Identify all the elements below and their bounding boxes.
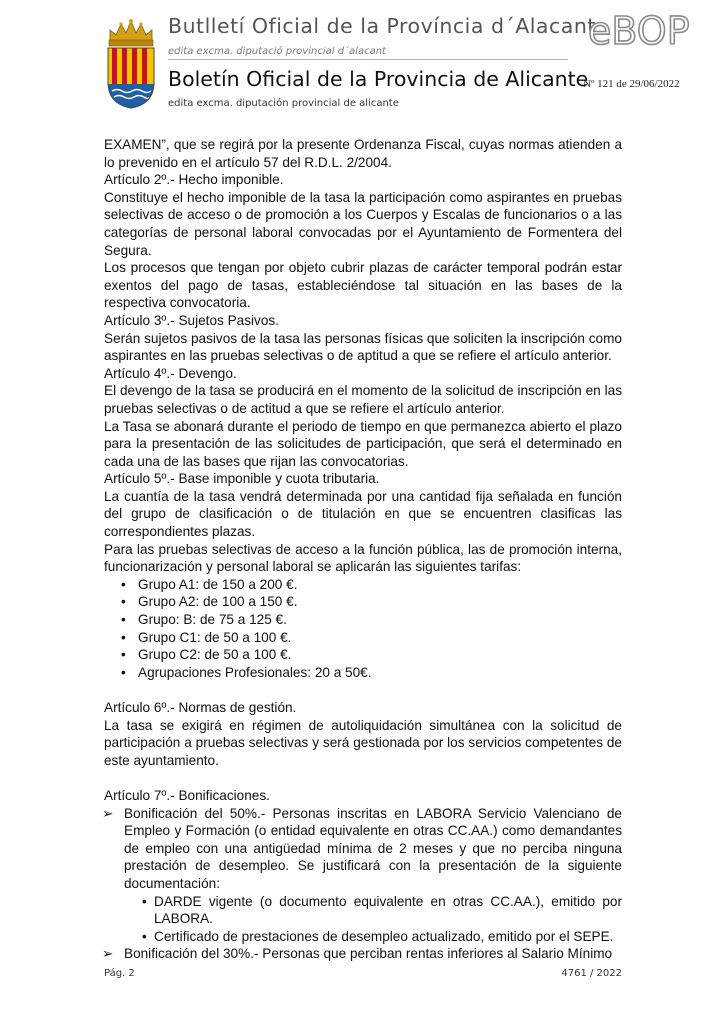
list-item: • Grupo C1: de 50 a 100 €. bbox=[138, 629, 622, 647]
bulletin-title-spanish: Boletín Oficial de la Provincia de Alicante bbox=[168, 67, 589, 91]
page-header bbox=[0, 0, 724, 125]
bonus-50-text: Bonificación del 50%.- Personas inscritas en LABORA Servicio Valenciano de Empleo y Formación (o entidad equivalente en otras CC.AA.) como demandantes de empleo con una antigüedad mínima de 2 meses y que no perciba ninguna prestación de desempleo. Se justificará con la presentación de la siguiente documentación: bbox=[124, 805, 622, 891]
document-body bbox=[104, 136, 622, 963]
list-item bbox=[104, 805, 622, 946]
paragraph: La tasa se exigirá en régimen de autoliquidación simultánea con la solicitud de participación a pruebas selectivas y será gestionada por los servicios competentes de este ayuntamiento. bbox=[104, 717, 622, 768]
ebop-logo-text: eBOP bbox=[588, 9, 690, 52]
page-number: Pág. 2 bbox=[104, 968, 135, 979]
paragraph: Para las pruebas selectivas de acceso a la función pública, las de promoción interna, funcionarización y personal laboral se aplicarán las siguientes tarifas: bbox=[104, 541, 622, 575]
fee-list bbox=[104, 576, 622, 682]
article-2-heading: Artículo 2º.- Hecho imponible. bbox=[104, 172, 284, 188]
list-item: • DARDE vigente (o documento equivalente en otras CC.AA.), emitido por LABORA. bbox=[154, 893, 622, 928]
header-divider bbox=[168, 59, 568, 60]
paragraph: La cuantía de la tasa vendrá determinada por una cantidad fija señalada en función del grupo de clasificación o de titulación en que se encuentren clasificas las correspondientes plazas. bbox=[104, 488, 622, 540]
list-item: • Grupo C2: de 50 a 100 €. bbox=[138, 646, 622, 664]
list-item: • Grupo: B: de 75 a 125 €. bbox=[138, 611, 622, 629]
paragraph: La Tasa se abonará durante el periodo de tiempo en que permanezca abierto el plazo para la presentación de las solicitudes de participación, que será el determinado en cada una de las bases que rijan las convocatorias. bbox=[104, 418, 622, 469]
list-item: • Certificado de prestaciones de desempleo actualizado, emitido por el SEPE. bbox=[154, 928, 622, 946]
article-3-heading: Artículo 3º.- Sujetos Pasivos. bbox=[104, 312, 279, 328]
document-reference: 4761 / 2022 bbox=[561, 968, 622, 979]
document-list bbox=[124, 893, 622, 946]
arrow-bullet-icon: ➢ bbox=[102, 805, 114, 821]
issue-number-date: Nº 121 de 29/06/2022 bbox=[583, 78, 680, 90]
paragraph: EXAMEN”, que se regirá por la presente Ordenanza Fiscal, cuyas normas atienden a lo prevenido en el artículo 57 del R.D.L. 2/2004. bbox=[104, 137, 622, 170]
bonus-30-text: Bonificación del 30%.- Personas que perciban rentas inferiores al Salario Mínimo bbox=[124, 946, 613, 962]
coat-of-arms-icon bbox=[104, 18, 158, 110]
spacer bbox=[104, 681, 622, 699]
paragraph: Los procesos que tengan por objeto cubrir plazas de carácter temporal podrán estar exentos del pago de tasas, estableciéndose tal situación en las bases de la respectiva convocatoria. bbox=[104, 260, 622, 311]
publisher-spanish: edita excma. diputación provincial de alicante bbox=[168, 98, 399, 109]
ebop-logo bbox=[586, 8, 698, 52]
paragraph: Constituye el hecho imponible de la tasa la participación como aspirantes en pruebas selectivas de acceso o de promoción a los Cuerpos y Escalas de funcionarios o a las categorías de personal laboral convocadas por el Ayuntamiento de Formentera del Segura. bbox=[104, 189, 622, 258]
paragraph: El devengo de la tasa se producirá en el momento de la solicitud de inscripción en las pruebas selectivas o de actitud a que se refiere el artículo anterior. bbox=[104, 383, 622, 416]
paragraph: Serán sujetos pasivos de la tasa las personas físicas que soliciten la inscripción como aspirantes en las pruebas selectivas o de aptitud a que se refiere el artículo anterior. bbox=[104, 330, 622, 364]
article-4-heading: Artículo 4º.- Devengo. bbox=[104, 365, 237, 381]
article-5-heading: Artículo 5º.- Base imponible y cuota tributaria. bbox=[104, 471, 380, 487]
list-item bbox=[104, 945, 622, 963]
list-item: • Grupo A1: de 150 a 200 €. bbox=[138, 576, 622, 594]
arrow-bullet-icon: ➢ bbox=[102, 946, 114, 962]
bulletin-title-valencian: Butlletí Oficial de la Província d´Alacant bbox=[168, 14, 596, 38]
spacer bbox=[104, 769, 622, 787]
article-7-heading: Artículo 7º.- Bonificaciones. bbox=[104, 787, 270, 803]
article-6-heading: Artículo 6º.- Normas de gestión. bbox=[104, 700, 297, 715]
list-item: • Grupo A2: de 100 a 150 €. bbox=[138, 593, 622, 611]
publisher-valencian: edita excma. diputació provincial d´alacant bbox=[168, 46, 386, 57]
list-item: • Agrupaciones Profesionales: 20 a 50€. bbox=[138, 664, 622, 682]
